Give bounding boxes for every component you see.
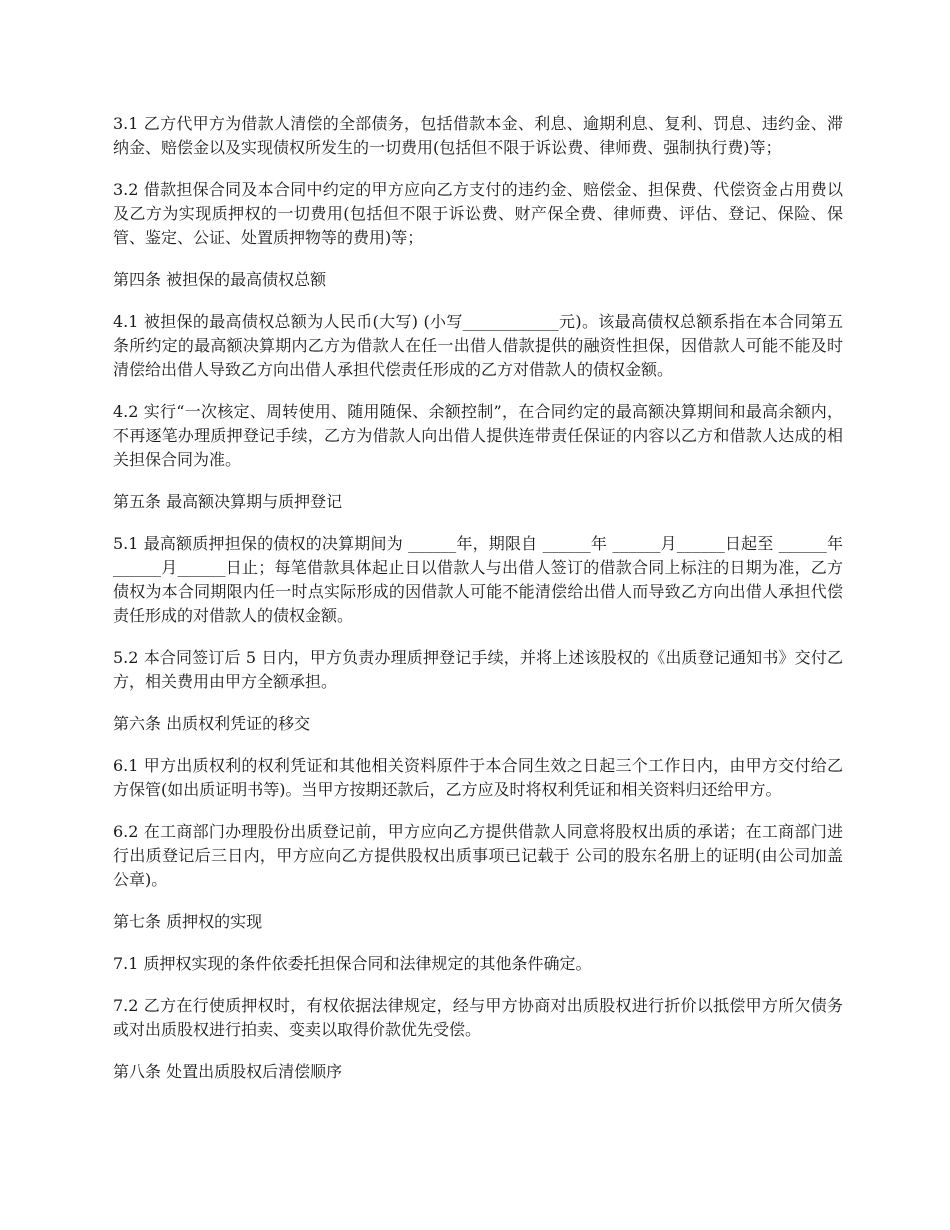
article-5-heading: 第五条 最高额决算期与质押登记 [113,492,343,511]
clause-5-1: 5.1 最高额质押担保的债权的决算期间为 ______年，期限自 ______年 ______月______日起至 ______年 ______月______日止；每笔借款具体起止日以借款人与出借人签订的借款合同上标注的日期为准，乙方债权为本合同期限内任一时点实际形成的因借款人可能不能清偿给出借人而导致乙方向出借人承担代偿责任形成的对借款人的债权金额。 [113,534,843,625]
clause-5-2: 5.2 本合同签订后 5 日内，甲方负责办理质押登记手续，并将上述该股权的《出质登记通知书》交付乙方，相关费用由甲方全额承担。 [113,648,843,691]
article-4-heading: 第四条 被担保的最高债权总额 [113,270,327,289]
clause-4-1: 4.1 被担保的最高债权总额为人民币(大写) (小写____________元)。该最高债权总额系指在本合同第五条所约定的最高额决算期内乙方为借款人在任一出借人借款提供的融资性担保，因借款人可能不能及时清偿给出借人导致乙方向出借人承担代偿责任形成的乙方对借款人的债权金额。 [113,312,843,379]
clause-7-1: 7.1 质押权实现的条件依委托担保合同和法律规定的其他条件确定。 [113,954,592,973]
clause-7-2: 7.2 乙方在行使质押权时，有权依据法律规定，经与甲方协商对出质股权进行折价以抵偿甲方所欠债务或对出质股权进行拍卖、变卖以取得价款优先受偿。 [113,996,843,1039]
clause-3-1: 3.1 乙方代甲方为借款人清偿的全部债务，包括借款本金、利息、逾期利息、复利、罚息、违约金、滞纳金、赔偿金以及实现债权所发生的一切费用(包括但不限于诉讼费、律师费、强制执行费)等； [113,114,843,157]
clause-6-1: 6.1 甲方出质权利的权利凭证和其他相关资料原件于本合同生效之日起三个工作日内，由甲方交付给乙方保管(如出质证明书等)。当甲方按期还款后，乙方应及时将权利凭证和相关资料归还给甲方。 [113,756,843,799]
clause-3-2: 3.2 借款担保合同及本合同中约定的甲方应向乙方支付的违约金、赔偿金、担保费、代偿资金占用费以及乙方为实现质押权的一切费用(包括但不限于诉讼费、财产保全费、律师费、评估、登记、保险、保管、鉴定、公证、处置质押物等的费用)等； [113,180,843,247]
article-6-heading: 第六条 出质权利凭证的移交 [113,714,311,733]
article-8-heading: 第八条 处置出质股权后清偿顺序 [113,1062,343,1081]
article-7-heading: 第七条 质押权的实现 [113,912,263,931]
clause-4-2: 4.2 实行“一次核定、周转使用、随用随保、余额控制”，在合同约定的最高额决算期间和最高余额内，不再逐笔办理质押登记手续，乙方为借款人向出借人提供连带责任保证的内容以乙方和借款人达成的相关担保合同为准。 [113,402,843,469]
clause-6-2: 6.2 在工商部门办理股份出质登记前，甲方应向乙方提供借款人同意将股权出质的承诺；在工商部门进行出质登记后三日内，甲方应向乙方提供股权出质事项已记载于 公司的股东名册上的证明(由公司加盖公章)。 [113,822,843,889]
document-page [113,112,843,1102]
